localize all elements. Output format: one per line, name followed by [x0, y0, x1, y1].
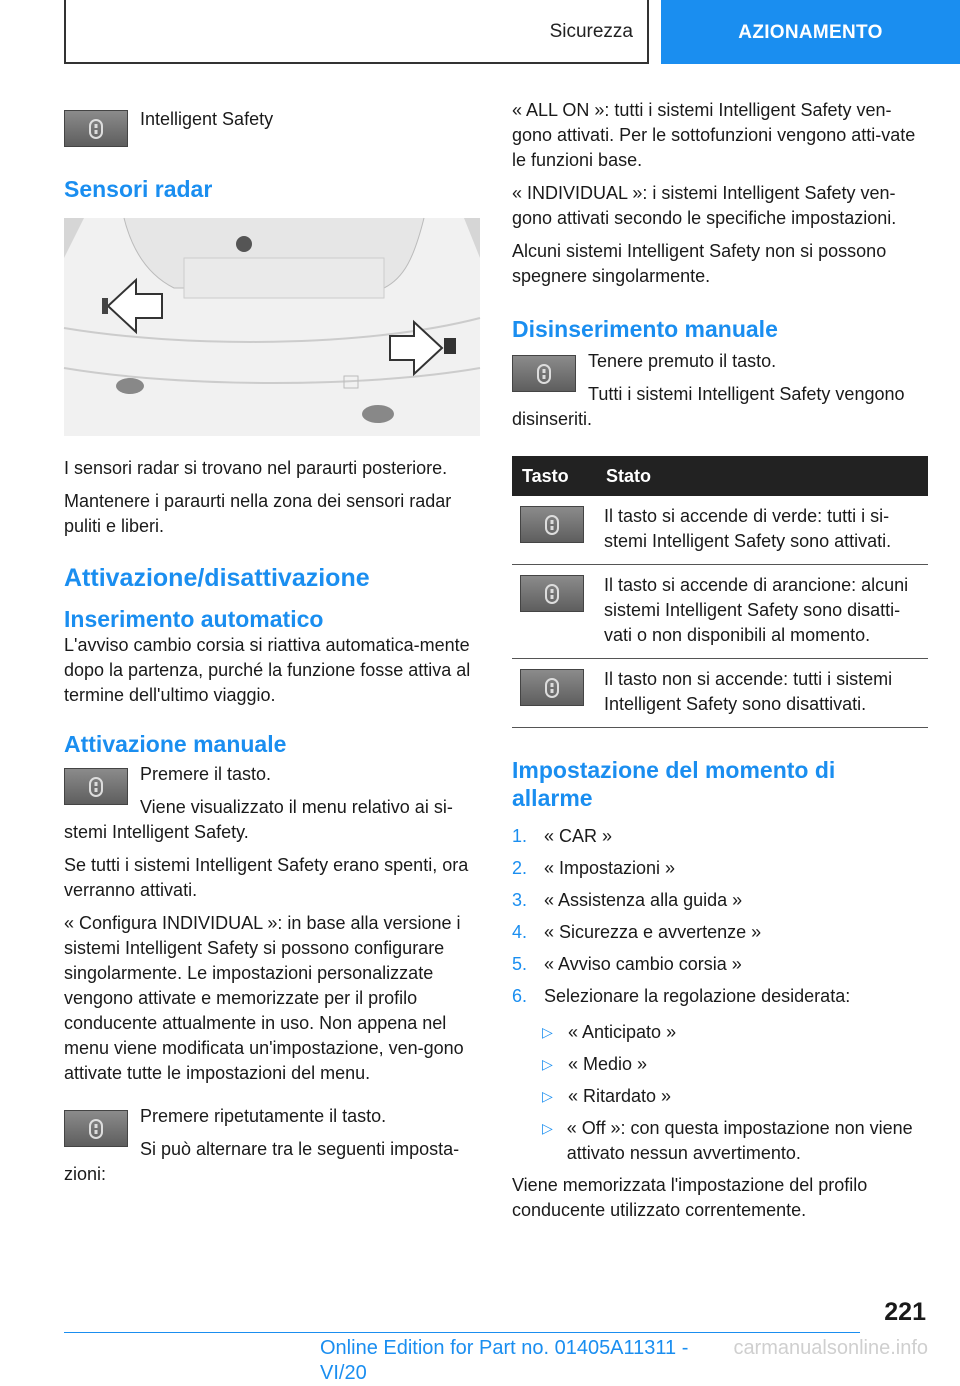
table-state-cell: Il tasto si accende di arancione: alcuni sistemi Intelligent Safety sono disatti-vati o non disponibili al momento.	[596, 565, 928, 659]
manual-activation-heading: Attivazione manuale	[64, 731, 287, 757]
table-row	[512, 565, 928, 659]
intelligent-safety-icon	[86, 1118, 106, 1140]
triangle-bullet-icon: ▷	[542, 1024, 553, 1040]
steps-list	[512, 820, 928, 1012]
list-item: ▷ « Ritardato »	[542, 1084, 928, 1109]
manual-off-heading: Disinserimento manuale	[512, 316, 778, 342]
table-header-key: Tasto	[512, 456, 596, 496]
intelligent-safety-icon	[86, 118, 106, 140]
manual-activation-all-off-text: Se tutti i sistemi Intelligent Safety erano spenti, ora verranno attivati.	[64, 855, 469, 900]
triangle-bullet-icon: ▷	[542, 1088, 553, 1104]
options-list	[542, 1020, 928, 1166]
list-item: 1. « CAR »	[512, 825, 613, 846]
list-item: ▷ « Anticipato »	[542, 1020, 928, 1045]
list-item: 4. « Sicurezza e avvertenze »	[512, 921, 762, 942]
watermark-text: carmanualsonline.info	[733, 1337, 928, 1359]
table-button-image-orange	[520, 575, 584, 612]
repeat-press-step: Premere ripetutamente il tasto.	[140, 1106, 387, 1126]
table-button-image-off	[520, 669, 584, 706]
individual-text: « INDIVIDUAL »: i sistemi Intelligent Safety ven-gono attivati secondo le specifiche impostazioni.	[512, 183, 897, 228]
footer	[64, 1336, 928, 1386]
table-state-cell: Il tasto si accende di verde: tutti i si-stemi Intelligent Safety sono attivati.	[596, 496, 928, 565]
car-rear-illustration	[64, 218, 480, 436]
auto-activation-text: L'avviso cambio corsia si riattiva automatica-mente dopo la partenza, purché la funzione fosse attiva al termine dell'ultimo viaggio.	[64, 635, 471, 705]
car-rear-image	[64, 218, 480, 436]
all-on-text: « ALL ON »: tutti i sistemi Intelligent Safety ven-gono attivati. Per le sottofunzioni vengono atti-vate le funzioni base.	[512, 100, 916, 170]
list-item: 3. « Assistenza alla guida »	[512, 889, 743, 910]
list-item: ▷ « Off »: con questa impostazione non viene attivato nessun avvertimento.	[542, 1116, 928, 1166]
intelligent-safety-icon	[86, 776, 106, 798]
section-tab	[64, 0, 649, 64]
radar-clean-text: Mantenere i paraurti nella zona dei sensori radar puliti e liberi.	[64, 491, 452, 536]
page-header	[0, 0, 960, 66]
intelligent-safety-button-image	[64, 110, 128, 147]
list-item: 6. Selezionare la regolazione desiderata:	[512, 985, 851, 1006]
intelligent-safety-icon	[542, 583, 562, 605]
manual-activation-step: Premere il tasto.	[140, 764, 272, 784]
intelligent-safety-label: Intelligent Safety	[140, 109, 274, 129]
some-systems-text: Alcuni sistemi Intelligent Safety non si possono spegnere singolarmente.	[512, 241, 887, 286]
radar-heading: Sensori radar	[64, 176, 213, 202]
manual-activation-button-image	[64, 768, 128, 805]
configure-individual-text: « Configura INDIVIDUAL »: in base alla versione i sistemi Intelligent Safety si possono configurare singolarmente. Le impostazioni personalizzate vengono attivate e memorizzate per il profilo conducente attualmente in uso. Non appena nel menu viene modificata un'impostazione, ven-gono attivate tutte le impostazioni del menu.	[64, 913, 464, 1083]
list-item: 5. « Avviso cambio corsia »	[512, 953, 742, 974]
intelligent-safety-icon	[542, 677, 562, 699]
chapter-title: AZIONAMENTO	[738, 21, 883, 43]
list-item: ▷ « Medio »	[542, 1052, 928, 1077]
footer-divider	[64, 1332, 860, 1333]
left-column	[64, 98, 482, 1195]
right-column	[512, 98, 928, 1231]
repeat-press-button-image	[64, 1110, 128, 1147]
manual-off-text: Tutti i sistemi Intelligent Safety vengono disinseriti.	[512, 384, 905, 429]
table-header-row	[512, 456, 928, 496]
manual-off-button-image	[512, 355, 576, 392]
table-button-image-green	[520, 506, 584, 543]
auto-activation-heading: Inserimento automatico	[64, 606, 324, 632]
table-header-state: Stato	[596, 456, 928, 496]
warning-timing-heading: Impostazione del momento di allarme	[512, 757, 836, 811]
edition-text: Online Edition for Part no. 01405A11311 - VI/20	[320, 1337, 689, 1384]
chapter-tab	[661, 0, 960, 64]
button-state-table	[512, 456, 928, 728]
table-state-cell: Il tasto non si accende: tutti i sistemi Intelligent Safety sono disattivati.	[596, 659, 928, 728]
intelligent-safety-icon	[534, 363, 554, 385]
radar-location-text: I sensori radar si trovano nel paraurti posteriore.	[64, 458, 448, 478]
page-number: 221	[884, 1298, 926, 1326]
section-title: Sicurezza	[549, 20, 633, 42]
triangle-bullet-icon: ▷	[542, 1056, 553, 1072]
activation-heading: Attivazione/disattivazione	[64, 564, 370, 592]
manual-off-step: Tenere premuto il tasto.	[588, 351, 777, 371]
triangle-bullet-icon: ▷	[542, 1120, 553, 1136]
profile-saved-text: Viene memorizzata l'impostazione del profilo conducente utilizzato correntemente.	[512, 1175, 868, 1220]
intelligent-safety-icon	[542, 514, 562, 536]
repeat-press-text: Si può alternare tra le seguenti imposta-zioni:	[64, 1139, 460, 1184]
intelligent-safety-row	[64, 110, 482, 147]
table-row	[512, 496, 928, 565]
table-row	[512, 659, 928, 728]
list-item: 2. « Impostazioni »	[512, 857, 676, 878]
manual-activation-menu-text: Viene visualizzato il menu relativo ai si-stemi Intelligent Safety.	[64, 797, 453, 842]
